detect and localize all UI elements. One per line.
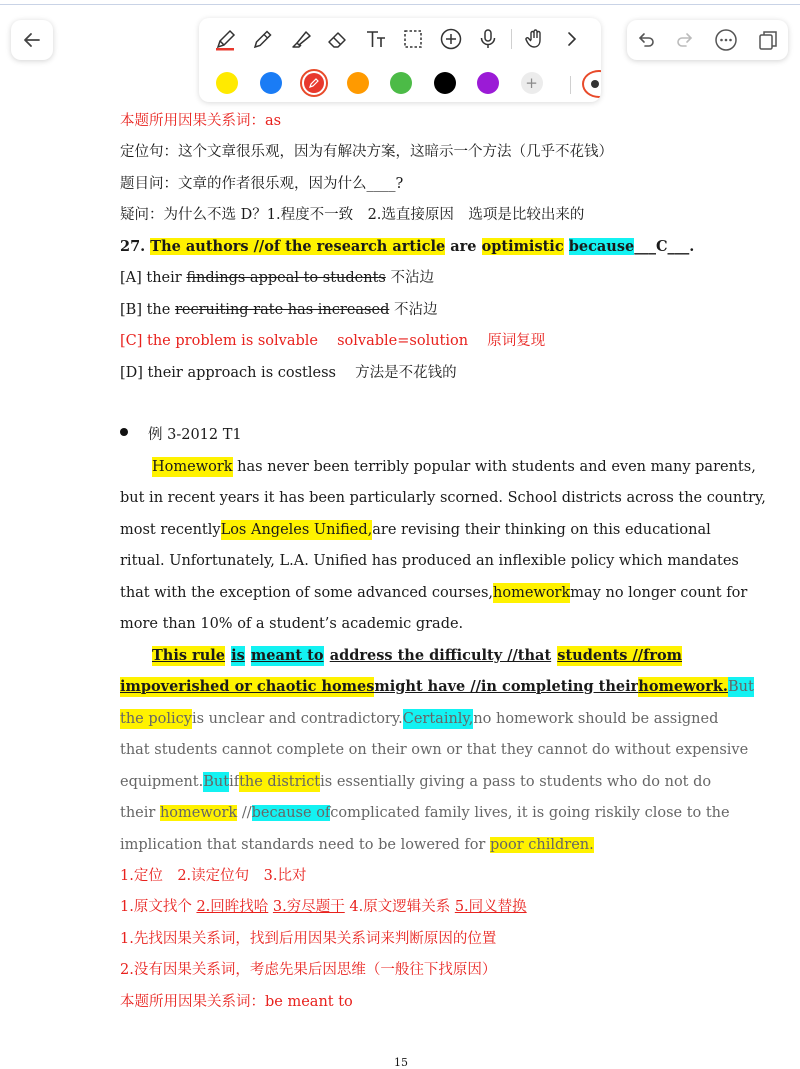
paragraph-line: more than 10% of a student’s academic grade. xyxy=(120,616,464,632)
color-green[interactable] xyxy=(390,72,412,94)
note-line: 本题所用因果关系词：be meant to xyxy=(120,994,353,1010)
paragraph-line: but in recent years it has been particularly scorned. School districts across the country, xyxy=(120,490,766,506)
paragraph-line: Homework has never been terribly popular with students and even many parents, xyxy=(152,459,756,475)
color-red-selected[interactable] xyxy=(300,69,328,97)
color-black[interactable] xyxy=(434,72,456,94)
note-line: 1.原文找个 2.回眸找哈 3.穷尽题干 4.原文逻辑关系 5.同义替换 xyxy=(120,899,527,915)
pen-size-selector[interactable] xyxy=(582,70,601,98)
paragraph-line: most recently Los Angeles Unified, are revising their thinking on this educational xyxy=(120,522,711,538)
pen-edit-icon xyxy=(308,77,320,89)
option-c: [C] the problem is solvable solvable=solution 原词复现 xyxy=(120,333,546,349)
note-line: 疑问：为什么不选 D？1.程度不一致 2.选直接原因 选项是比较出来的 xyxy=(120,207,585,223)
insert-icon xyxy=(439,27,463,51)
paragraph-line: equipment. But if the district is essentially giving a pass to students who do not do xyxy=(120,774,712,790)
drawing-toolbar xyxy=(199,18,601,102)
palette-divider xyxy=(570,76,571,94)
text-tool-icon xyxy=(364,27,388,51)
color-orange[interactable] xyxy=(347,72,369,94)
more-options-icon[interactable] xyxy=(714,28,738,52)
back-arrow-icon xyxy=(22,30,42,50)
toolbar-more[interactable] xyxy=(554,24,592,54)
highlighter-icon xyxy=(289,27,313,51)
paragraph-line: This rule is meant to address the difficulty //that students //from xyxy=(152,647,682,664)
color-yellow[interactable] xyxy=(216,72,238,94)
note-line: 题目问：文章的作者很乐观，因为什么____? xyxy=(120,176,404,192)
note-line: 定位句：这个文章很乐观，因为有解决方案，这暗示一个方法（几乎不花钱） xyxy=(120,144,613,160)
text-tool[interactable] xyxy=(357,24,395,54)
redo-icon[interactable] xyxy=(675,30,695,50)
toolbar-divider xyxy=(511,29,512,49)
undo-icon[interactable] xyxy=(636,30,656,50)
microphone-icon xyxy=(476,27,500,51)
eraser-icon xyxy=(326,27,350,51)
option-b: [B] the recruiting rate has increased 不沾边 xyxy=(120,302,438,318)
paragraph-line: implication that standards need to be lowered for poor children. xyxy=(120,837,594,853)
page-number: 15 xyxy=(394,1056,408,1069)
highlighter-tool[interactable] xyxy=(282,24,320,54)
back-button[interactable] xyxy=(11,20,53,60)
paragraph-line: ritual. Unfortunately, L.A. Unified has produced an inflexible policy which mandates xyxy=(120,553,739,569)
paragraph-line: the policy is unclear and contradictory. Certainly, no homework should be assigned xyxy=(120,711,719,727)
color-blue[interactable] xyxy=(260,72,282,94)
insert-tool[interactable] xyxy=(432,24,470,54)
chevron-right-icon xyxy=(560,27,584,51)
pen-tool[interactable] xyxy=(207,24,245,54)
option-d: [D] their approach is costless 方法是不花钱的 xyxy=(120,365,457,381)
note-line: 1.定位 2.读定位句 3.比对 xyxy=(120,868,307,884)
window-top-border xyxy=(0,4,800,5)
note-line: 2.没有因果关系词，考虑先果后因思维（一般往下找原因） xyxy=(120,962,497,978)
paragraph-line: impoverished or chaotic homes might have //in completing their homework. But xyxy=(120,678,754,695)
pen-icon xyxy=(214,27,238,51)
touch-hand-icon xyxy=(523,27,547,51)
option-a: [A] their findings appeal to students 不沾边 xyxy=(120,270,434,286)
add-color-button[interactable]: + xyxy=(521,72,543,94)
bullet-icon xyxy=(120,428,128,436)
eraser-tool[interactable] xyxy=(320,24,358,54)
question-27: 27. The authors //of the research article are optimistic because___C___. xyxy=(120,238,695,255)
example-heading: 例 3-2012 T1 xyxy=(148,427,242,443)
note-line: 本题所用因果关系词：as xyxy=(120,113,282,129)
touch-tool[interactable] xyxy=(516,24,554,54)
paragraph-line: that students cannot complete on their own or that they cannot do without expensive xyxy=(120,742,749,758)
pencil-icon xyxy=(251,27,275,51)
paragraph-line: that with the exception of some advanced courses, homework may no longer count for xyxy=(120,585,748,601)
color-purple[interactable] xyxy=(477,72,499,94)
lasso-select-icon xyxy=(401,27,425,51)
pencil-tool[interactable] xyxy=(245,24,283,54)
note-line: 1.先找因果关系词，找到后用因果关系词来判断原因的位置 xyxy=(120,931,497,947)
paragraph-line: their homework //because of complicated family lives, it is going riskily close to the xyxy=(120,805,730,821)
pages-icon[interactable] xyxy=(757,29,779,51)
history-toolbar xyxy=(627,20,788,60)
color-palette xyxy=(216,68,564,98)
lasso-select-tool[interactable] xyxy=(395,24,433,54)
microphone-tool[interactable] xyxy=(470,24,508,54)
